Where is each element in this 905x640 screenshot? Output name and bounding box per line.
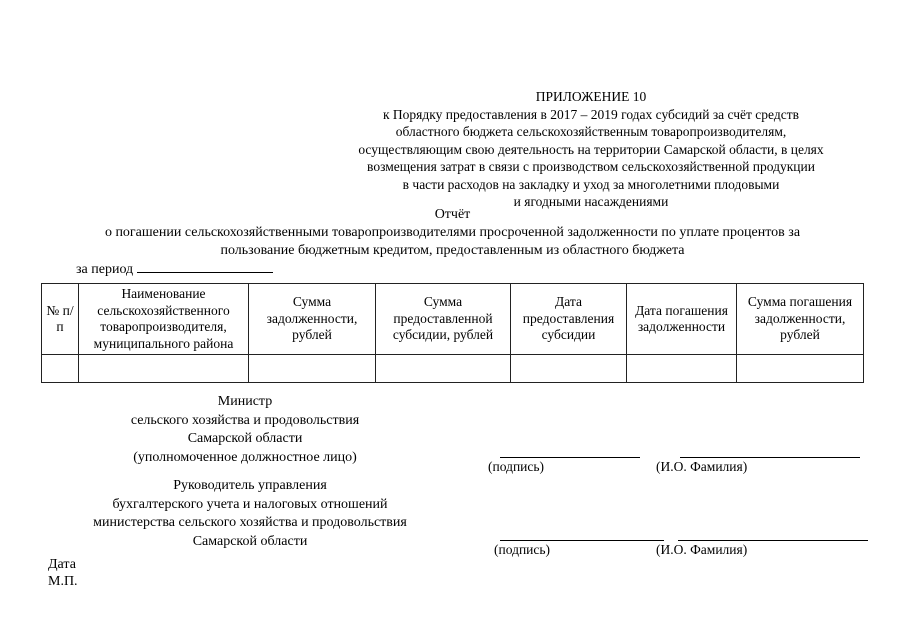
report-subtitle: о погашении сельскохозяйственными товаропроизводителями просроченной задолженности по уплате процентов за [104, 225, 801, 240]
column-header: Сумма погашения задолженности, рублей [737, 284, 864, 355]
report-title-block [60, 206, 845, 260]
minister-title-line: (уполномоченное должностное лицо) [133, 449, 357, 465]
appendix-line: и ягодными насаждениями [513, 194, 669, 209]
date-label: Дата [48, 557, 76, 572]
minister-signature-caption: (подпись) [488, 459, 545, 474]
accounting-head-title-line: министерства сельского хозяйства и продовольствия [93, 515, 407, 530]
minister-title-line: Самарской области [187, 431, 303, 446]
column-header: Дата предоставления субсидии [511, 284, 627, 355]
minister-name-caption: (И.О. Фамилия) [656, 459, 748, 474]
accounting-head-title-line: Самарской области [192, 533, 308, 549]
appendix-header [318, 88, 864, 211]
table-cell [376, 355, 511, 383]
report-title: Отчёт [434, 207, 471, 222]
table-cell [737, 355, 864, 383]
report-table [41, 283, 864, 383]
minister-signature-line [500, 457, 640, 458]
column-header: № п/п [42, 284, 79, 355]
table-row [42, 355, 864, 383]
minister-signature-block [100, 393, 390, 467]
period-blank-line [137, 260, 273, 273]
minister-name-line [680, 457, 860, 458]
table-header-row [42, 284, 864, 355]
accounting-head-name-line [678, 540, 868, 541]
table-cell [627, 355, 737, 383]
appendix-line: в части расходов на закладку и уход за многолетними плодовыми [402, 176, 780, 192]
report-subtitle: пользование бюджетным кредитом, предоставленным из областного бюджета [220, 243, 685, 258]
stamp-label: М.П. [48, 574, 78, 589]
appendix-line: к Порядку предоставления в 2017 – 2019 годах субсидий за счёт средств [382, 106, 799, 122]
appendix-line: областного бюджета сельскохозяйственным товаропроизводителям, [395, 124, 787, 139]
table-cell [249, 355, 376, 383]
column-header: Сумма задолженности, рублей [249, 284, 376, 355]
period-field [76, 260, 273, 278]
column-header: Наименование сельскохозяйственного товаропроизводителя, муниципального района [79, 284, 249, 355]
table-cell [511, 355, 627, 383]
period-label: за период [76, 262, 134, 277]
column-header: Сумма предоставленной субсидии, рублей [376, 284, 511, 355]
table-cell [42, 355, 79, 383]
appendix-line: возмещения затрат в связи с производством сельскохозяйственной продукции [367, 159, 815, 174]
minister-title-line: Министр [217, 394, 273, 409]
accounting-head-title-line: Руководитель управления [173, 478, 327, 493]
accounting-head-signature-block [60, 477, 440, 551]
table-cell [79, 355, 249, 383]
appendix-line: осуществляющим свою деятельность на территории Самарской области, в целях [358, 141, 824, 157]
accounting-head-signature-line [500, 540, 664, 541]
accounting-head-name-caption: (И.О. Фамилия) [656, 542, 748, 557]
column-header: Дата погашения задолженности [627, 284, 737, 355]
accounting-head-title-line: бухгалтерского учета и налоговых отношений [112, 496, 388, 512]
appendix-heading: ПРИЛОЖЕНИЕ 10 [535, 89, 647, 104]
minister-title-line: сельского хозяйства и продовольствия [130, 412, 360, 428]
accounting-head-signature-caption: (подпись) [494, 542, 551, 557]
